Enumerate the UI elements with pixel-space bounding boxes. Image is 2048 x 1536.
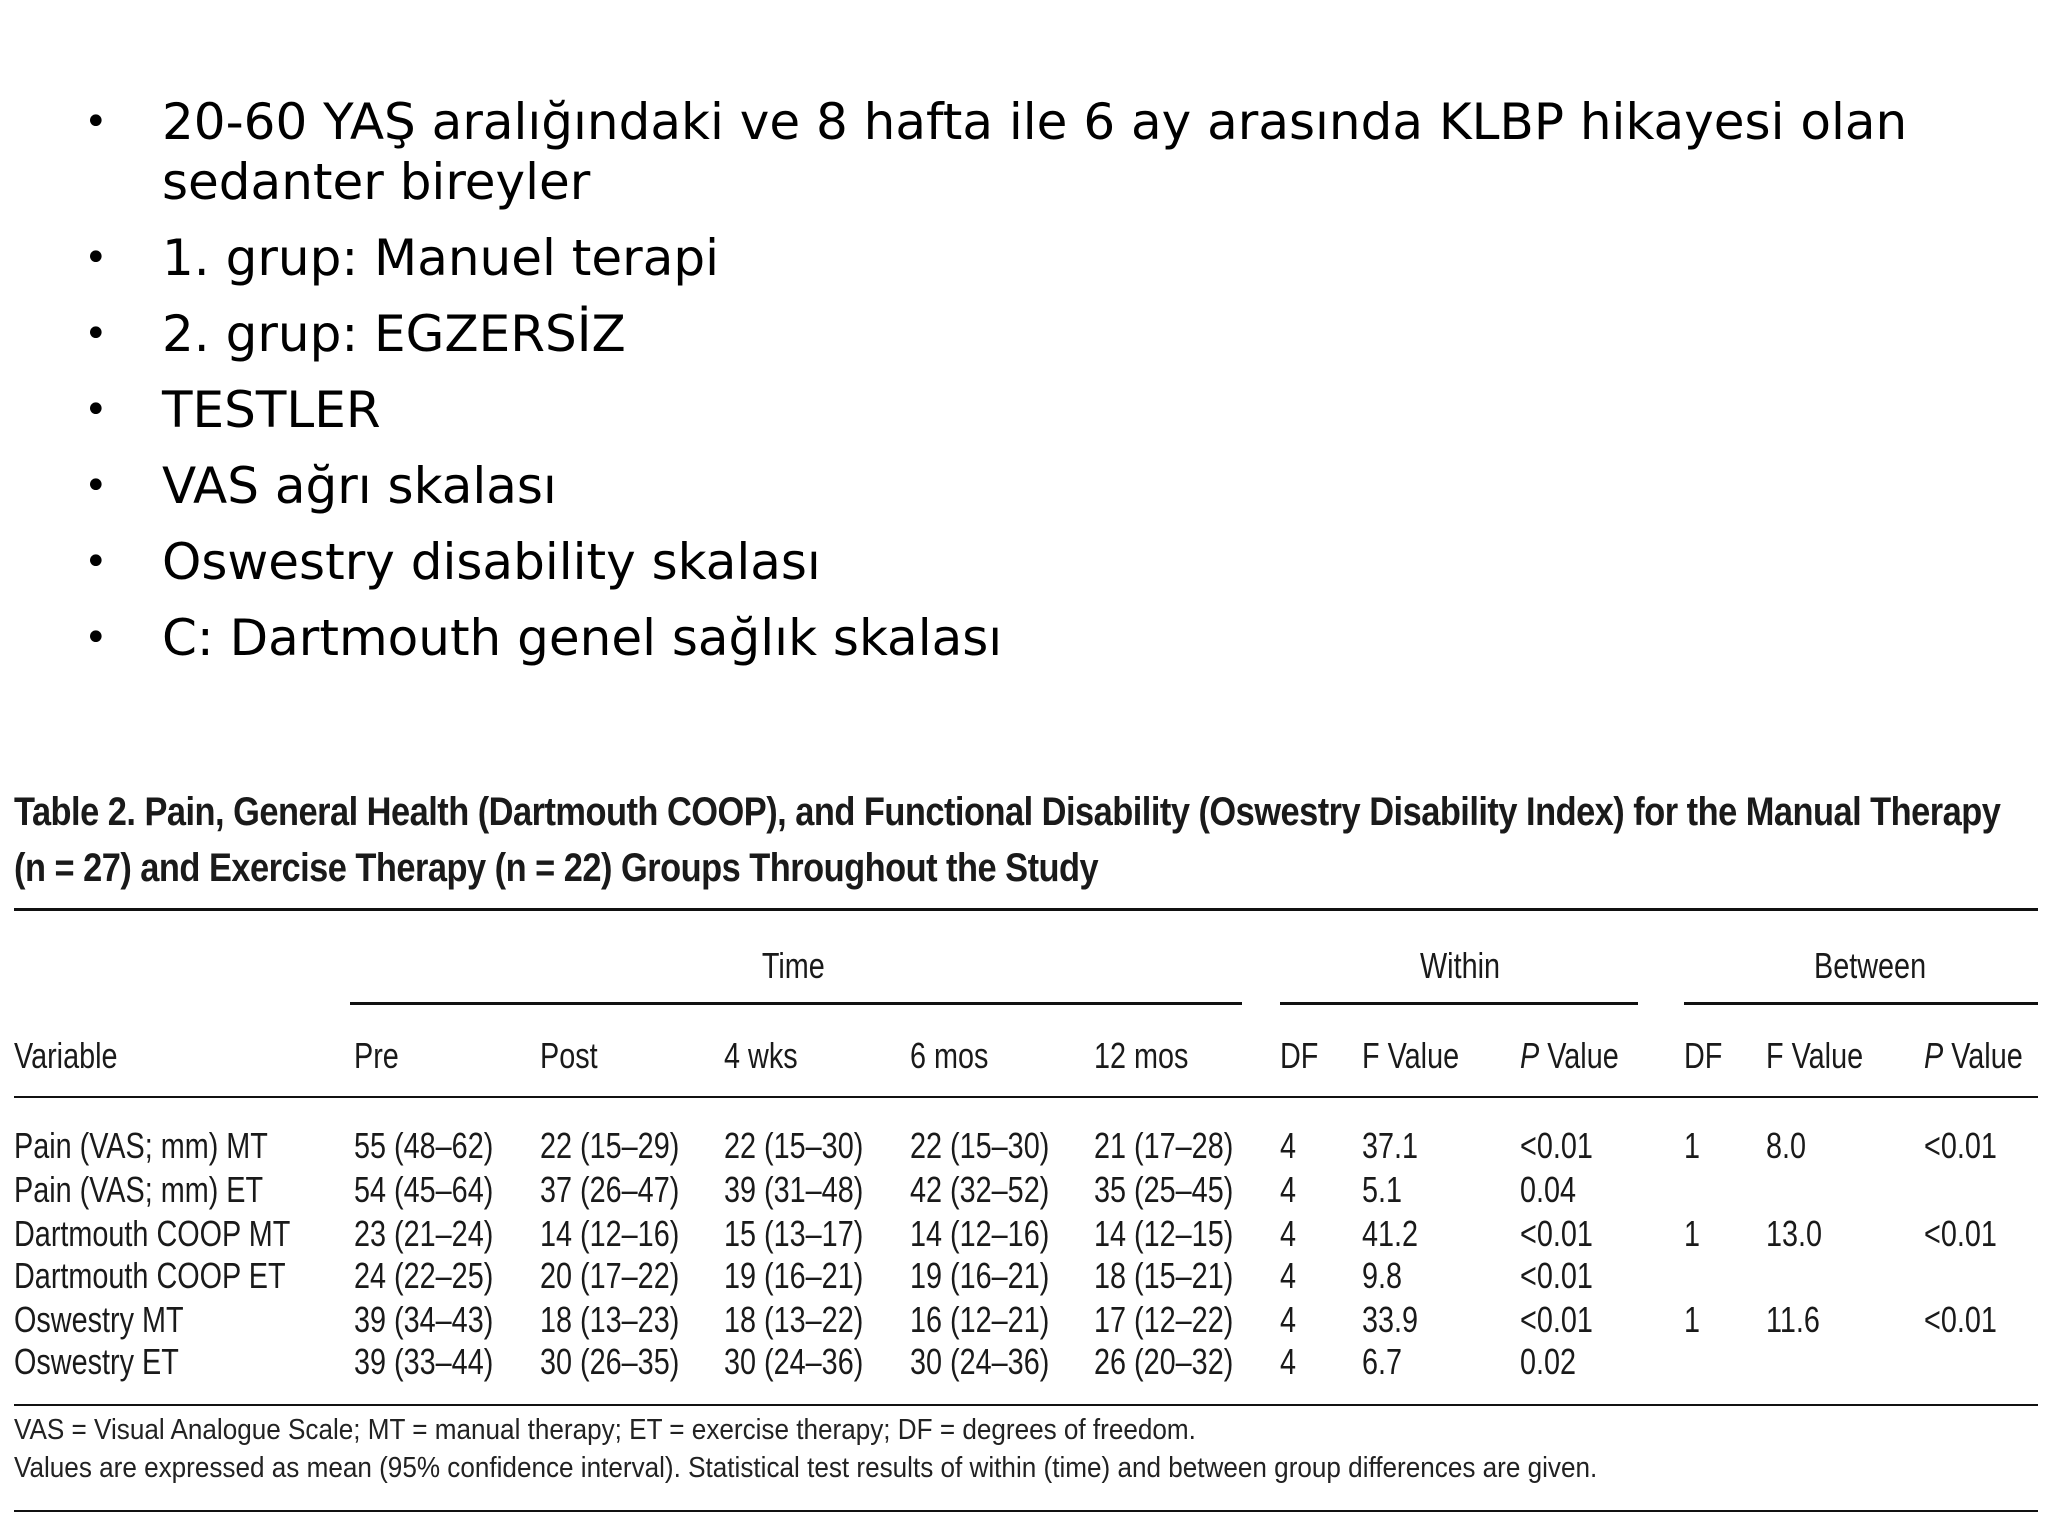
table-cell: 37 (26–47) [540, 1169, 680, 1210]
row-label: Dartmouth COOP MT [14, 1213, 291, 1254]
column-header: F Value [1766, 1035, 1864, 1076]
bullet-text: 2. grup: EGZERSİZ [162, 305, 626, 363]
table-cell: 1 [1684, 1213, 1701, 1254]
bullet-item [78, 228, 1978, 288]
column-header: F Value [1362, 1035, 1460, 1076]
header-bottom-rule [14, 1096, 2038, 1098]
column-header: Variable [14, 1035, 118, 1076]
table-cell: 5.1 [1362, 1169, 1403, 1210]
time-group-rule [350, 1002, 1242, 1005]
row-label: Dartmouth COOP ET [14, 1255, 286, 1296]
table-cell: 55 (48–62) [354, 1125, 494, 1166]
group-header-between: Between [1814, 945, 1927, 986]
table-cell: 24 (22–25) [354, 1255, 494, 1296]
table-cell: 39 (31–48) [724, 1169, 864, 1210]
bullet-dot: • [84, 539, 108, 585]
table-cell: 19 (16–21) [910, 1255, 1050, 1296]
table-cell: 4 [1280, 1125, 1297, 1166]
table-cell: <0.01 [1924, 1125, 1997, 1166]
bullet-list [78, 92, 1978, 684]
row-label: Oswestry MT [14, 1299, 184, 1340]
table-cell: 22 (15–30) [910, 1125, 1050, 1166]
table-cell: 26 (20–32) [1094, 1341, 1234, 1382]
table-cell: <0.01 [1924, 1299, 1997, 1340]
results-table [14, 784, 2038, 1484]
table-cell: 30 (24–36) [724, 1341, 864, 1382]
table-cell: 18 (13–23) [540, 1299, 680, 1340]
column-header: 6 mos [910, 1035, 989, 1076]
bullet-text: TESTLER [162, 381, 381, 439]
table-cell: 19 (16–21) [724, 1255, 864, 1296]
table-cell: 23 (21–24) [354, 1213, 494, 1254]
table-cell: 4 [1280, 1255, 1297, 1296]
bullet-dot: • [84, 387, 108, 433]
row-label: Oswestry ET [14, 1341, 179, 1382]
column-header: 12 mos [1094, 1035, 1189, 1076]
table-cell: 1 [1684, 1125, 1701, 1166]
bullet-dot: • [84, 311, 108, 357]
table-cell: 4 [1280, 1341, 1297, 1382]
table-cell: 0.02 [1520, 1341, 1577, 1382]
bullet-text: 1. grup: Manuel terapi [162, 229, 719, 287]
table-cell: 39 (34–43) [354, 1299, 494, 1340]
table-cell: 4 [1280, 1169, 1297, 1210]
column-header: P Value [1924, 1035, 2023, 1076]
column-header: P Value [1520, 1035, 1619, 1076]
row-label: Pain (VAS; mm) MT [14, 1125, 268, 1166]
table-cell: 18 (15–21) [1094, 1255, 1234, 1296]
table-cell: 37.1 [1362, 1125, 1419, 1166]
footnote-2: Values are expressed as mean (95% confidence interval). Statistical test results of within (time) and between group differences are given. [14, 1452, 1598, 1484]
table-cell: 41.2 [1362, 1213, 1419, 1254]
bullet-text: VAS ağrı skalası [162, 457, 557, 515]
table-cell: 14 (12–16) [540, 1213, 680, 1254]
table-cell: 15 (13–17) [724, 1213, 864, 1254]
column-header: Pre [354, 1035, 399, 1076]
table-cell: 42 (32–52) [910, 1169, 1050, 1210]
bullet-item [78, 456, 1978, 516]
column-header: DF [1280, 1035, 1319, 1076]
bullet-item [78, 380, 1978, 440]
table-cell: <0.01 [1520, 1125, 1593, 1166]
table-cell: <0.01 [1520, 1255, 1593, 1296]
table-cell: 8.0 [1766, 1125, 1807, 1166]
bullet-text: Oswestry disability skalası [162, 533, 821, 591]
table-cell: 35 (25–45) [1094, 1169, 1234, 1210]
within-group-rule [1280, 1002, 1638, 1005]
table-cell: 39 (33–44) [354, 1341, 494, 1382]
group-header-time: Time [761, 945, 825, 986]
bullet-item [78, 92, 1978, 212]
table-cell: 14 (12–15) [1094, 1213, 1234, 1254]
bullet-item [78, 304, 1978, 364]
table-cell: 6.7 [1362, 1341, 1403, 1382]
table-cell: 4 [1280, 1213, 1297, 1254]
bullet-dot: • [84, 99, 108, 145]
table-cell: <0.01 [1520, 1299, 1593, 1340]
table-cell: 33.9 [1362, 1299, 1419, 1340]
table-cell: <0.01 [1520, 1213, 1593, 1254]
table-title: Table 2. Pain, General Health (Dartmouth COOP), and Functional Disability (Oswestry Disability Index) for the Manual Therapy (n = 27) and Exercise Therapy (n = 22) Groups Throughout the Study [14, 790, 2001, 890]
table-cell: 16 (12–21) [910, 1299, 1050, 1340]
table-cell: 1 [1684, 1299, 1701, 1340]
table-cell: 22 (15–30) [724, 1125, 864, 1166]
table-cell: 17 (12–22) [1094, 1299, 1234, 1340]
bullet-item [78, 608, 1978, 668]
table-cell: 54 (45–64) [354, 1169, 494, 1210]
table-cell: 21 (17–28) [1094, 1125, 1234, 1166]
table-cell: 11.6 [1766, 1299, 1820, 1340]
table-bottom-rule [14, 1404, 2038, 1406]
table-cell: <0.01 [1924, 1213, 1997, 1254]
bullet-dot: • [84, 235, 108, 281]
table-cell: 22 (15–29) [540, 1125, 680, 1166]
footnote-1: VAS = Visual Analogue Scale; MT = manual therapy; ET = exercise therapy; DF = degrees of freedom. [14, 1414, 1196, 1446]
table-cell: 30 (24–36) [910, 1341, 1050, 1382]
bullet-text: C: Dartmouth genel sağlık skalası [162, 609, 1003, 667]
bullet-dot: • [84, 615, 108, 661]
between-group-rule [1684, 1002, 2038, 1005]
footnote-rule [14, 1510, 2038, 1512]
bullet-text: 20-60 YAŞ aralığındaki ve 8 hafta ile 6 ay arasında KLBP hikayesi olan sedanter bireyler [162, 93, 1908, 211]
column-header: DF [1684, 1035, 1723, 1076]
table-cell: 20 (17–22) [540, 1255, 680, 1296]
table-cell: 9.8 [1362, 1255, 1403, 1296]
table-cell: 4 [1280, 1299, 1297, 1340]
table-cell: 14 (12–16) [910, 1213, 1050, 1254]
column-header: Post [540, 1035, 598, 1076]
row-label: Pain (VAS; mm) ET [14, 1169, 264, 1210]
table-cell: 18 (13–22) [724, 1299, 864, 1340]
table-cell: 30 (26–35) [540, 1341, 680, 1382]
bullet-item [78, 532, 1978, 592]
group-header-within: Within [1420, 945, 1501, 986]
table-top-rule [14, 908, 2038, 911]
bullet-dot: • [84, 463, 108, 509]
table-cell: 13.0 [1766, 1213, 1823, 1254]
column-header: 4 wks [724, 1035, 798, 1076]
table-cell: 0.04 [1520, 1169, 1577, 1210]
